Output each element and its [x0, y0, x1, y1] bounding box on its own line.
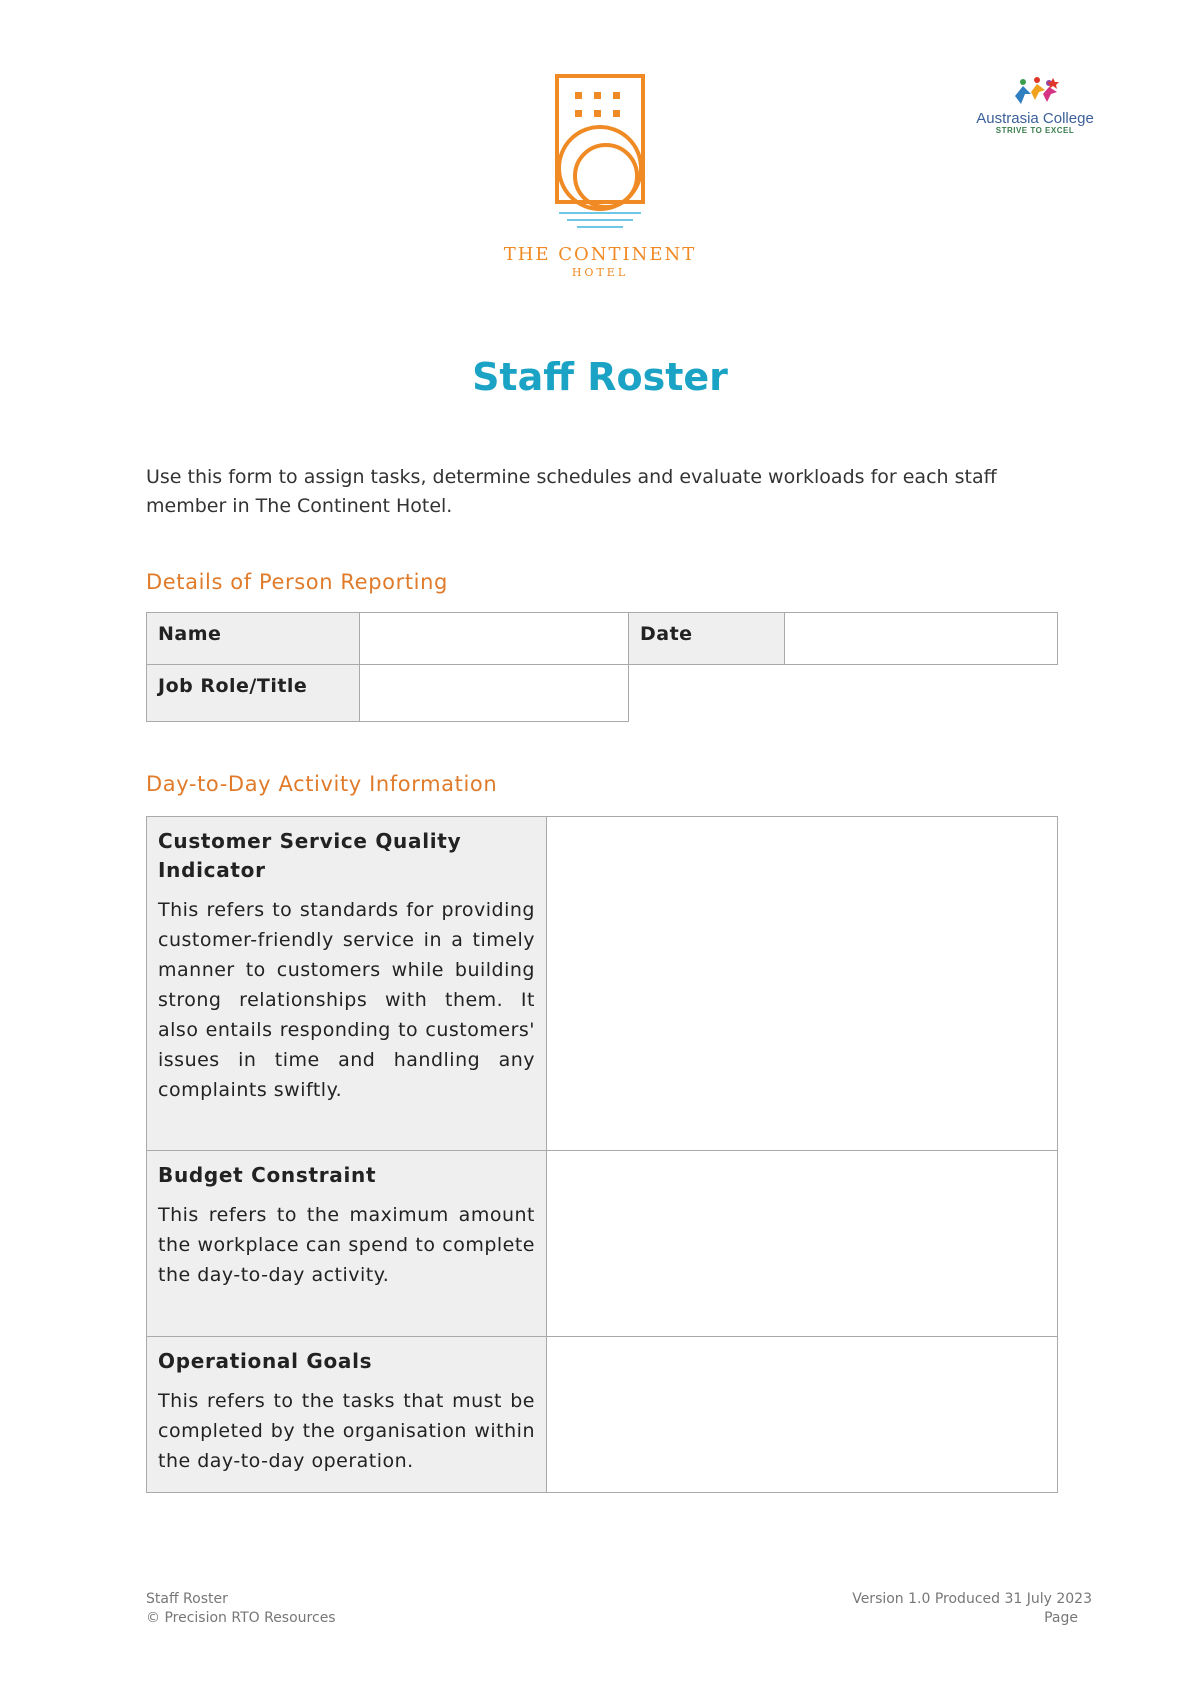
activity-title: Customer Service Quality Indicator — [158, 829, 462, 882]
college-logo — [960, 74, 1110, 135]
name-field[interactable] — [359, 612, 629, 665]
activity-description: This refers to the tasks that must be completed by the organisation within the day-to-day operation. — [158, 1390, 535, 1472]
activity-description: This refers to the maximum amount the workplace can spend to complete the day-to-day activity. — [158, 1204, 535, 1286]
activity-description: This refers to standards for providing customer-friendly service in a timely manner to customers while building strong relationships with them. It also entails responding to customers' issues in time and handling any complaints swiftly. — [158, 899, 535, 1101]
footer-copyright: © Precision RTO Resources — [146, 1610, 336, 1626]
hotel-logo — [480, 72, 720, 292]
page-title: Staff Roster — [472, 355, 728, 399]
footer-left — [146, 1590, 336, 1628]
footer-version: Version 1.0 Produced 31 July 2023 — [852, 1591, 1092, 1607]
activity-title: Budget Constraint — [158, 1163, 377, 1187]
activity-label-cell — [147, 1337, 547, 1493]
intro-text: Use this form to assign tasks, determine schedules and evaluate workloads for each staff member in The Continent Hotel. — [146, 466, 997, 517]
activity-response-field[interactable] — [547, 1337, 1058, 1493]
activity-label-cell — [147, 1151, 547, 1337]
name-label: Name — [146, 612, 360, 665]
date-field[interactable] — [784, 612, 1058, 665]
college-logo-tagline: STRIVE TO EXCEL — [995, 126, 1075, 135]
college-logo-name: Austrasia College — [976, 110, 1094, 127]
building-sun-icon — [545, 72, 655, 242]
activity-label-cell — [147, 817, 547, 1151]
footer-page: Page — [1044, 1610, 1078, 1626]
details-table — [146, 612, 1058, 722]
table-row — [147, 1337, 1058, 1493]
table-row — [147, 817, 1058, 1151]
job-role-field[interactable] — [359, 664, 629, 722]
activity-table — [146, 816, 1058, 1493]
date-label: Date — [628, 612, 785, 665]
activity-response-field[interactable] — [547, 1151, 1058, 1337]
hotel-logo-sub: HOTEL — [571, 266, 629, 279]
activity-heading: Day-to-Day Activity Information — [146, 772, 498, 796]
activity-title: Operational Goals — [158, 1349, 373, 1373]
footer-doc-name: Staff Roster — [146, 1591, 228, 1607]
footer-right — [760, 1590, 1092, 1628]
activity-response-field[interactable] — [547, 817, 1058, 1151]
hotel-logo-name: THE CONTINENT — [503, 244, 697, 265]
people-stars-icon — [1005, 74, 1065, 108]
table-row — [147, 1151, 1058, 1337]
job-role-label: Job Role/Title — [146, 664, 360, 722]
details-heading: Details of Person Reporting — [146, 570, 448, 594]
